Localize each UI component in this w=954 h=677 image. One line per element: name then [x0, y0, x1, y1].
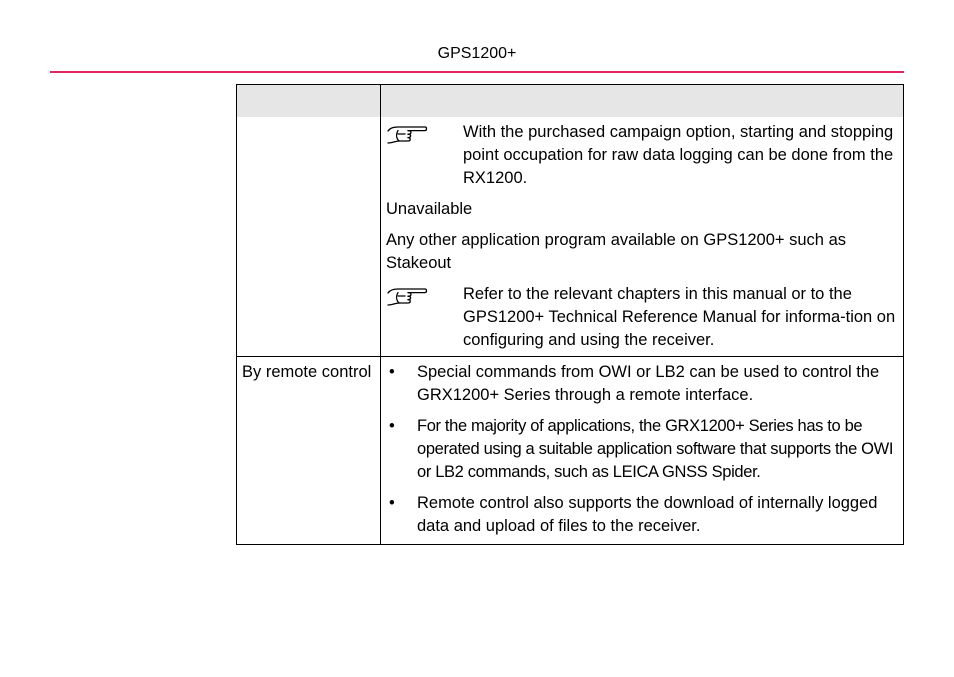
content-table — [236, 84, 904, 545]
note-campaign — [386, 121, 898, 190]
row-content — [381, 117, 903, 356]
table-header-cell-2 — [381, 85, 903, 117]
bullet-text: Special commands from OWI or LB2 can be used to control the GRX1200+ Series through a remote interface. — [417, 363, 880, 404]
table-row-remote — [237, 356, 903, 544]
header-rule — [50, 71, 904, 73]
row-content-remote — [381, 357, 903, 544]
pointing-hand-icon — [386, 283, 463, 352]
bullet-mark: • — [389, 494, 395, 512]
note-refer — [386, 283, 898, 352]
bullet-mark: • — [389, 363, 395, 381]
row-label-empty — [237, 117, 381, 356]
unavailable-text: Unavailable — [386, 200, 473, 218]
row-label-remote: By remote control — [237, 357, 381, 544]
other-apps-text: Any other application program available on GPS1200+ such as Stakeout — [386, 231, 846, 272]
table-header-cell-1 — [237, 85, 381, 117]
bullet-text: For the majority of applications, the GRX1200+ Series has to be operated using a suitable application software that supports the OWI or LB2 commands, such as LEICA GNSS Spider. — [417, 417, 894, 481]
bullet-text: Remote control also supports the download of internally logged data and upload of files to the receiver. — [417, 494, 878, 535]
page-header-title: GPS1200+ — [437, 45, 517, 62]
bullet-mark: • — [389, 417, 395, 435]
note-refer-text: Refer to the relevant chapters in this manual or to the GPS1200+ Technical Reference Manual for informa-tion on configuring and using the receiver. — [463, 285, 896, 349]
note-campaign-text: With the purchased campaign option, starting and stopping point occupation for raw data logging can be done from the RX1200. — [463, 123, 894, 187]
table-row-continued — [237, 117, 903, 356]
pointing-hand-icon — [386, 121, 463, 190]
bullet-item — [386, 492, 898, 538]
table-header-row — [237, 85, 903, 117]
bullet-item — [386, 415, 898, 484]
bullet-item — [386, 361, 898, 407]
